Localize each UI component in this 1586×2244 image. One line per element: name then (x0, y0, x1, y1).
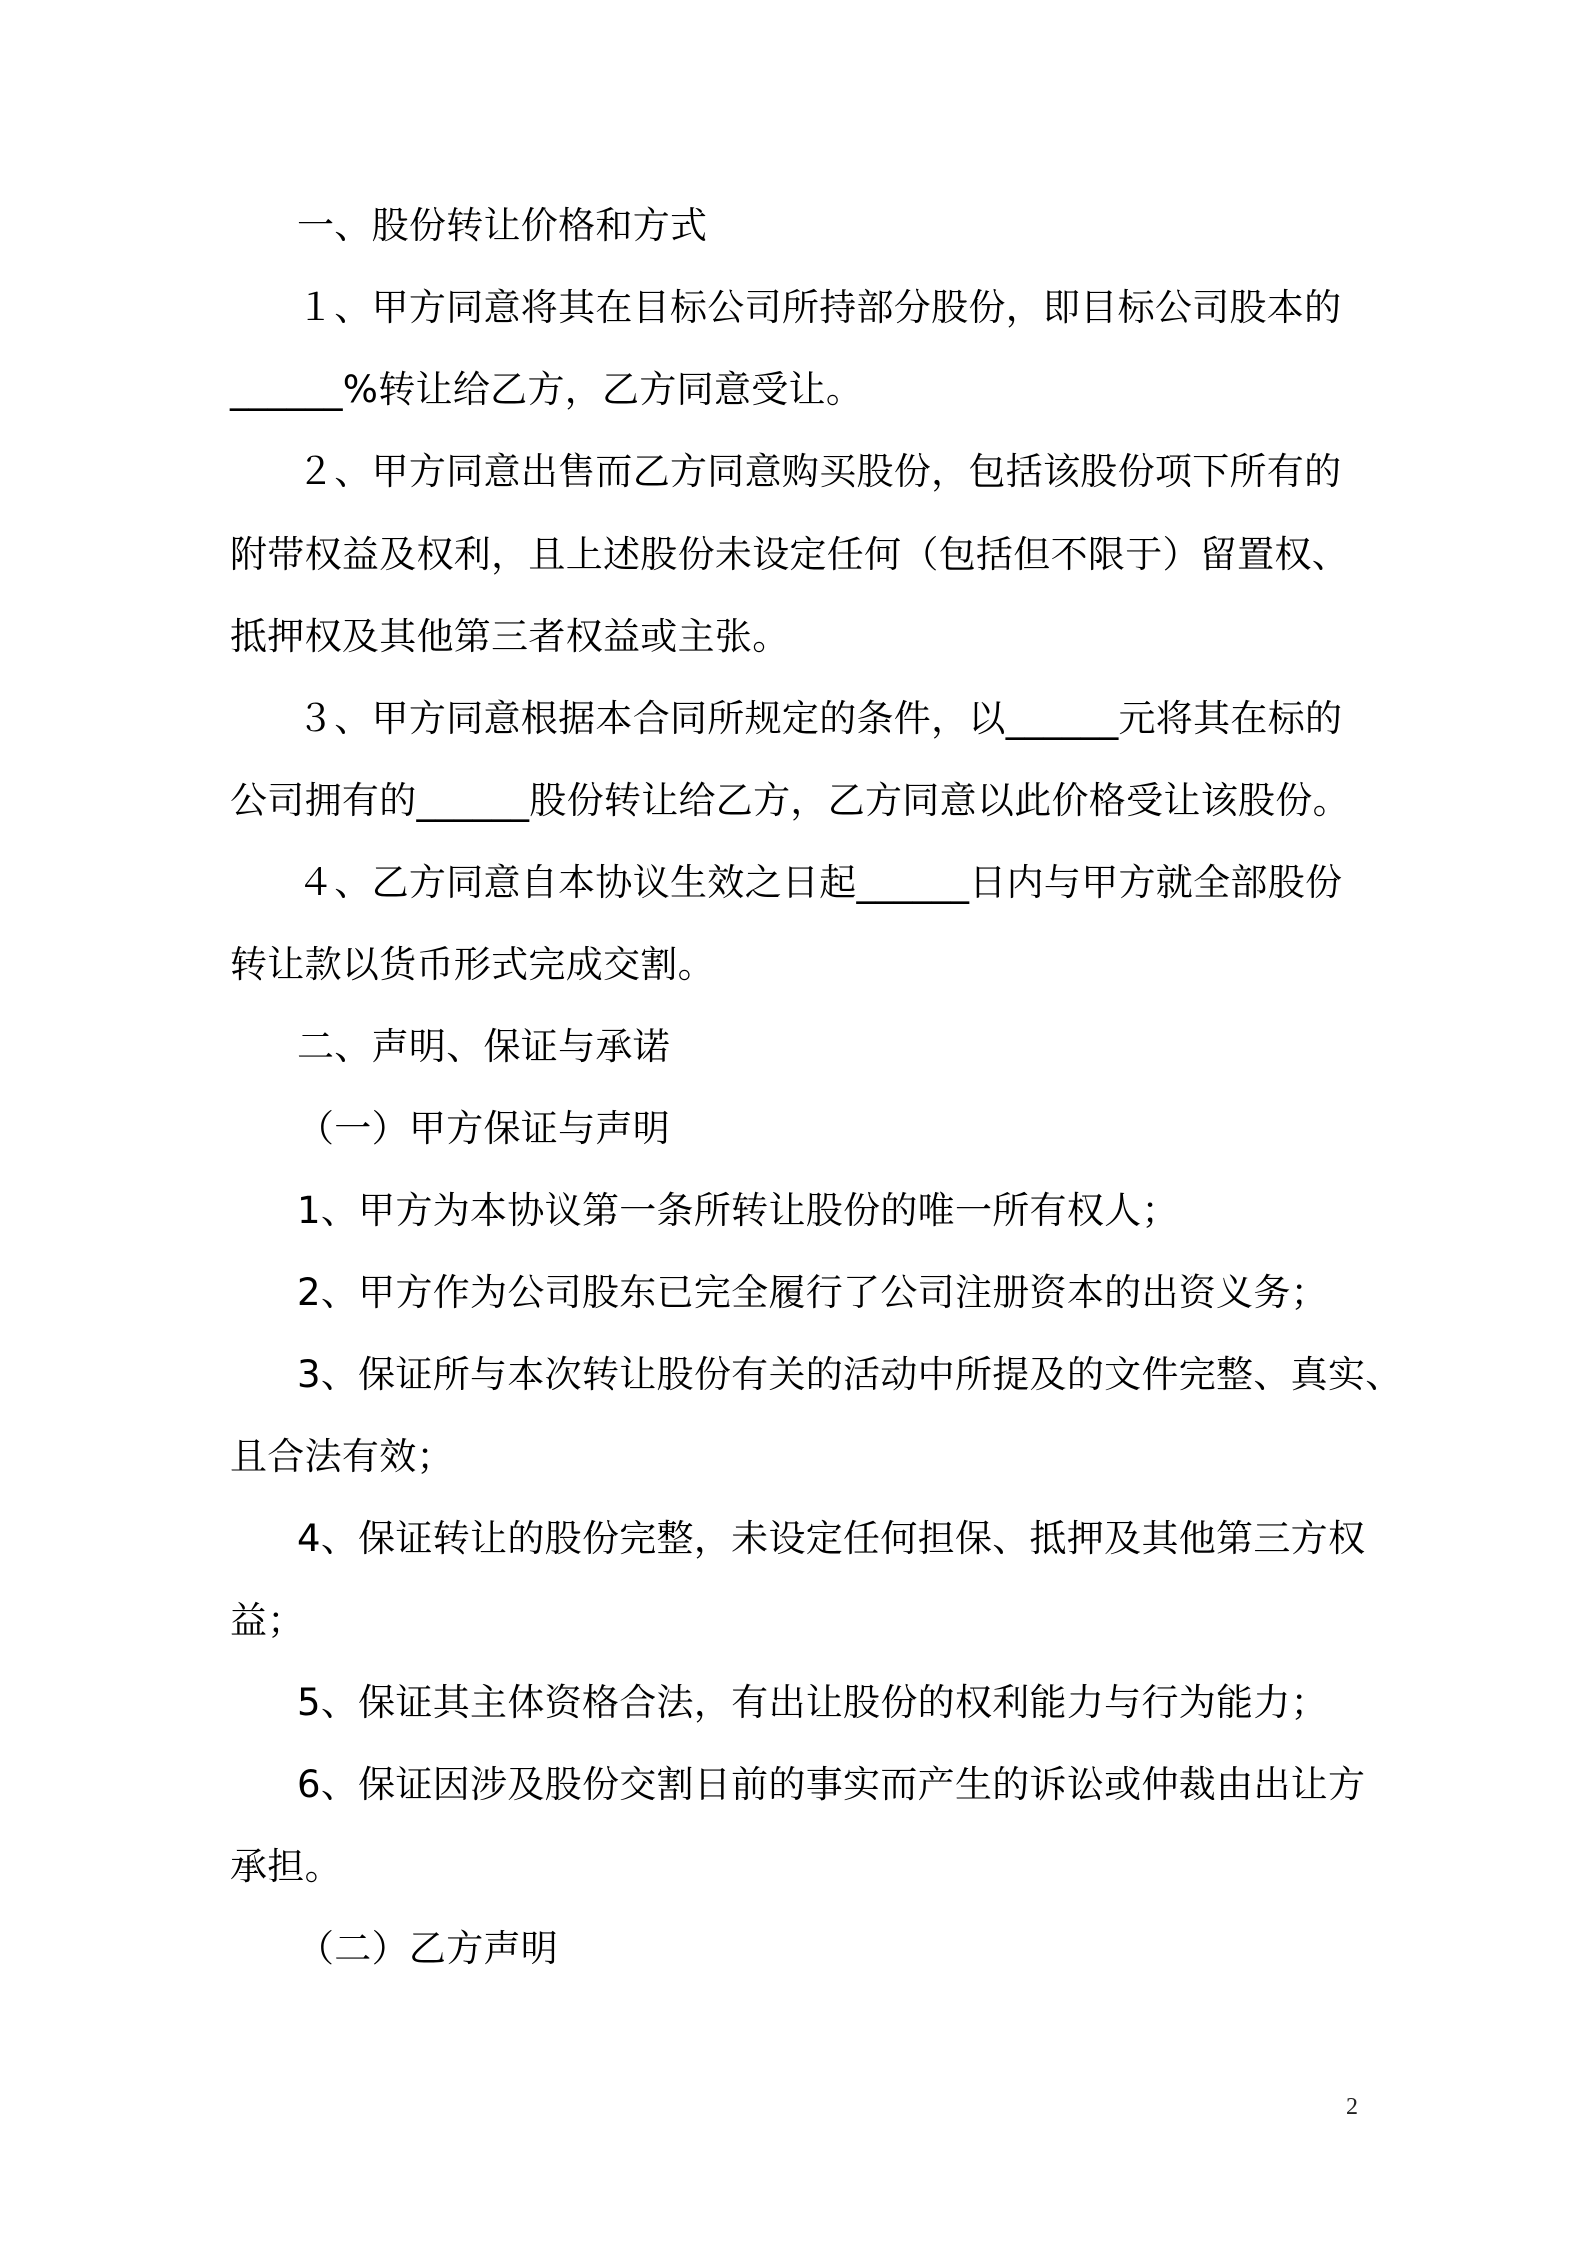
paragraph-line: ２、甲方同意出售而乙方同意购买股份，包括该股份项下所有的 (297, 450, 1342, 493)
paragraph-line: ４、乙方同意自本协议生效之日起______日内与甲方就全部股份 (297, 861, 1343, 904)
section-heading: 一、股份转让价格和方式 (297, 204, 708, 247)
paragraph-line: 1、甲方为本协议第一条所转让股份的唯一所有权人； (297, 1189, 1179, 1232)
paragraph-line: 益； (230, 1599, 305, 1642)
paragraph-line: 3、保证所与本次转让股份有关的活动中所提及的文件完整、真实、 (297, 1353, 1403, 1396)
page-number: 2 (1346, 2094, 1358, 2120)
paragraph-line: 6、保证因涉及股份交割日前的事实而产生的诉讼或仲裁由出让方 (297, 1763, 1366, 1806)
paragraph-line: 承担。 (230, 1845, 342, 1888)
paragraph-line: 4、保证转让的股份完整，未设定任何担保、抵押及其他第三方权 (297, 1517, 1366, 1560)
paragraph-line: 公司拥有的______股份转让给乙方，乙方同意以此价格受让该股份。 (230, 779, 1350, 822)
subsection-heading: （二）乙方声明 (297, 1927, 559, 1970)
paragraph-line: 且合法有效； (230, 1435, 454, 1478)
section-heading: 二、声明、保证与承诺 (297, 1025, 670, 1068)
paragraph-line: 2、甲方作为公司股东已完全履行了公司注册资本的出资义务； (297, 1271, 1328, 1314)
paragraph-line: 转让款以货币形式完成交割。 (230, 943, 715, 986)
paragraph-line: ３、甲方同意根据本合同所规定的条件，以______元将其在标的 (297, 697, 1343, 740)
paragraph-line: ______%转让给乙方，乙方同意受让。 (230, 368, 864, 411)
paragraph-line: 抵押权及其他第三者权益或主张。 (230, 615, 790, 658)
paragraph-line: １、甲方同意将其在目标公司所持部分股份，即目标公司股本的 (297, 286, 1342, 329)
paragraph-line: 5、保证其主体资格合法，有出让股份的权利能力与行为能力； (297, 1681, 1328, 1724)
subsection-heading: （一）甲方保证与声明 (297, 1107, 670, 1150)
paragraph-line: 附带权益及权利，且上述股份未设定任何（包括但不限于）留置权、 (230, 533, 1349, 576)
